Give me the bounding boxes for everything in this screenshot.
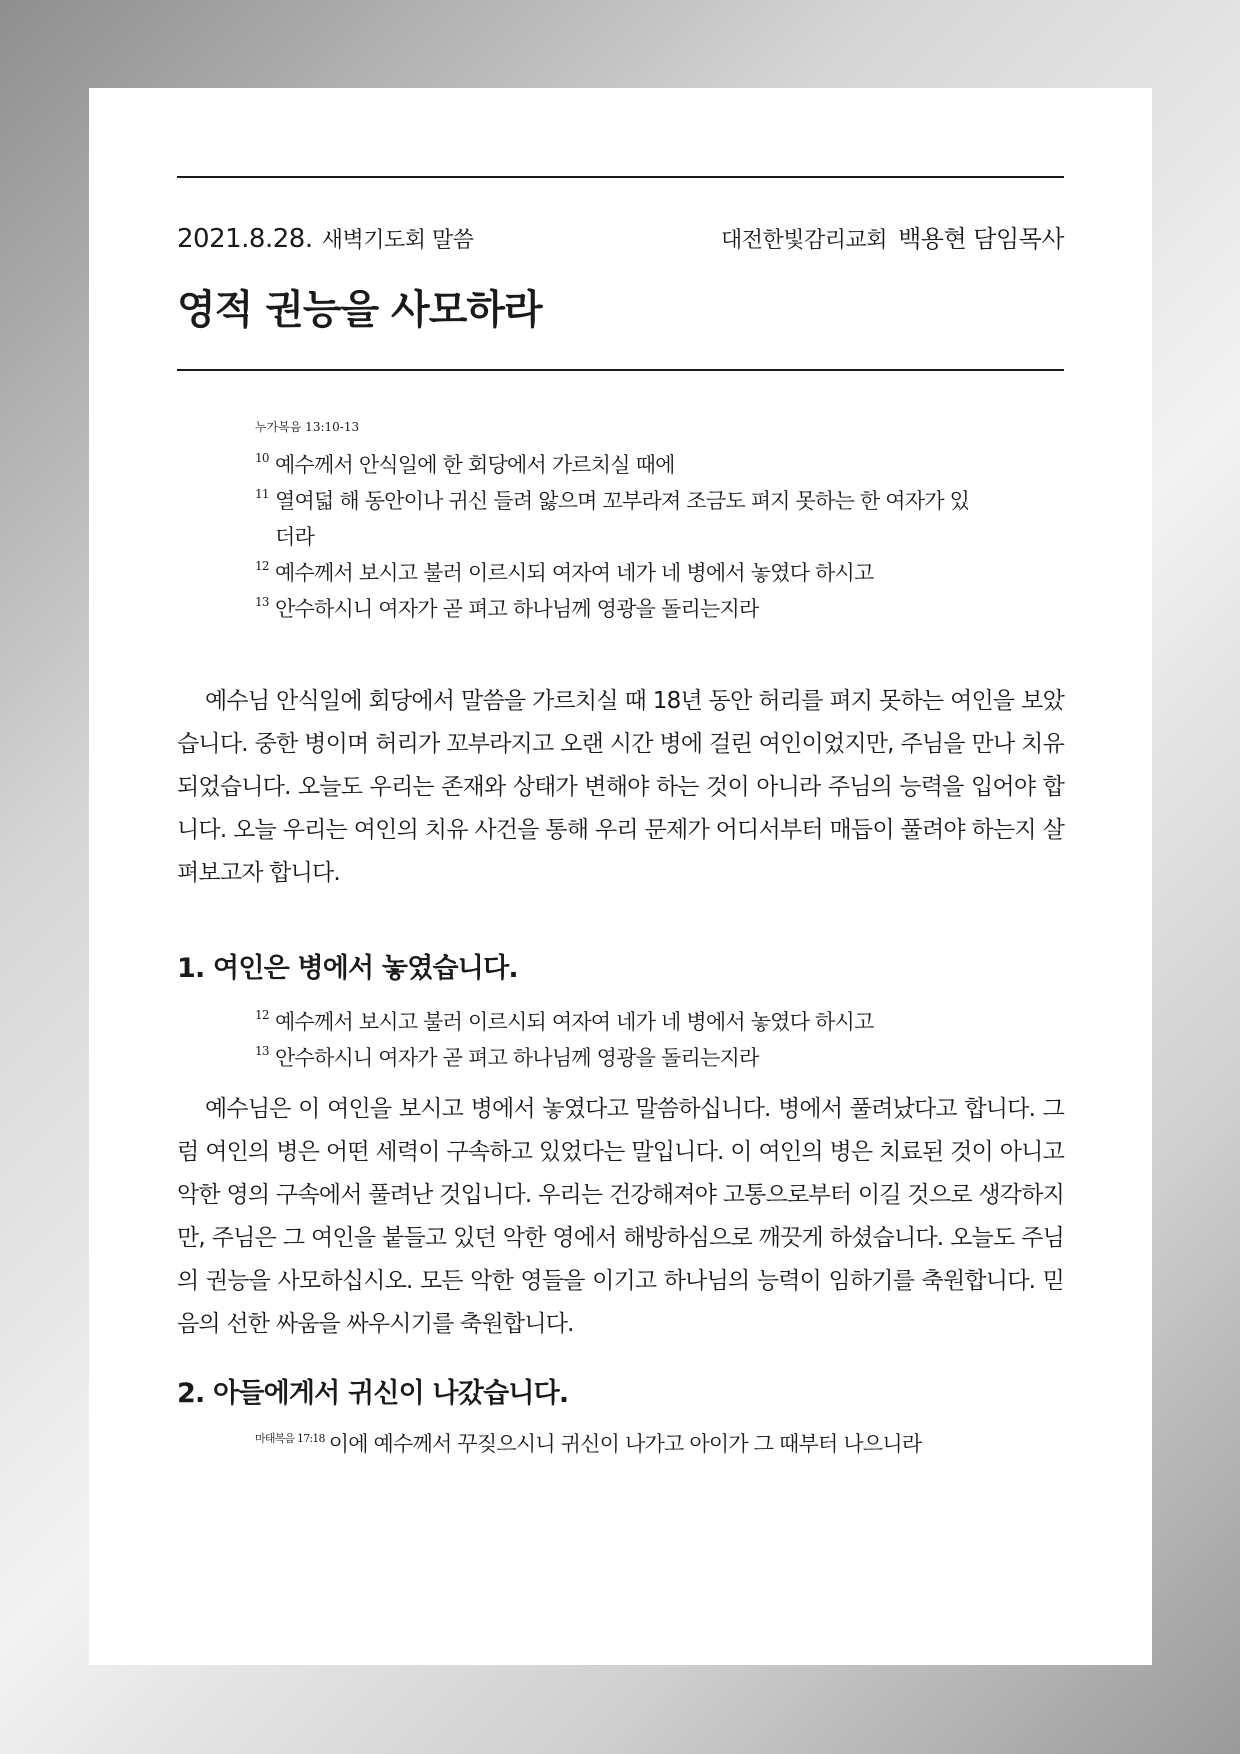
header-left	[177, 223, 473, 254]
sermon-title: 영적 권능을 사모하라	[177, 287, 542, 333]
scripture-verse	[255, 591, 975, 627]
verse-text: 예수께서 안식일에 한 회당에서 가르치실 때에	[275, 453, 675, 477]
verse-text: 열여덟 해 동안이나 귀신 들려 앓으며 꼬부라져 조금도 펴지 못하는 한 여자가 있더라	[275, 489, 970, 549]
section-body: 예수님은 이 여인을 보시고 병에서 놓였다고 말씀하십니다. 병에서 풀려났다고 합니다. 그럼 여인의 병은 어떤 세력이 구속하고 있었다는 말입니다. 이 여인의 병은 치료된 것이 아니고 악한 영의 구속에서 풀려난 것입니다. 우리는 건강해져야 고통으로부터 이길 것으로 생각하지만, 주님은 그 여인을 붙들고 있던 악한 영에서 해방하심으로 깨끗게 하셨습니다. 오늘도 주님의 권능을 사모하십시오. 모든 악한 영들을 이기고 하나님의 능력이 임하기를 축원합니다. 믿음의 선한 싸움을 싸우시기를 축원합니다.	[177, 1096, 1064, 1337]
verse-text: 예수께서 보시고 불러 이르시되 여자여 네가 네 병에서 놓였다 하시고	[275, 561, 874, 585]
verse-number: 12	[255, 559, 269, 573]
verse-text: 안수하시니 여자가 곧 펴고 하나님께 영광을 돌리는지라	[275, 1046, 759, 1070]
verse-number: 11	[255, 487, 269, 501]
verse-number: 13	[255, 595, 269, 609]
verse-text: 이에 예수께서 꾸짖으시니 귀신이 나가고 아이가 그 때부터 나으니라	[328, 1432, 922, 1456]
scripture-verse	[255, 447, 975, 483]
scripture-reference: 누가복음 13:10-13	[255, 420, 360, 434]
verse-text: 안수하시니 여자가 곧 펴고 하나님께 영광을 돌리는지라	[275, 597, 759, 621]
document-page	[89, 88, 1152, 1665]
verse-reference: 마태복음 17:18	[255, 1432, 325, 1445]
section-scripture-block	[255, 1004, 975, 1076]
intro-paragraph: 예수님 안식일에 회당에서 말씀을 가르치실 때 18년 동안 허리를 펴지 못하는 여인을 보았습니다. 중한 병이며 허리가 꼬부라지고 오랜 시간 병에 걸린 여인이었지만, 주님을 만나 치유되었습니다. 오늘도 우리는 존재와 상태가 변해야 하는 것이 아니라 주님의 능력을 입어야 합니다. 오늘 우리는 여인의 치유 사건을 통해 우리 문제가 어디서부터 매듭이 풀려야 하는지 살펴보고자 합니다.	[177, 688, 1064, 886]
scripture-verse	[255, 555, 975, 591]
scripture-block	[255, 418, 975, 627]
document-header	[177, 219, 1064, 254]
scripture-verse	[255, 1040, 975, 1076]
scripture-verse	[255, 483, 975, 555]
church-name: 대전한빛감리교회	[720, 228, 887, 253]
scripture-verse	[255, 1004, 975, 1040]
section-heading: 2. 아들에게서 귀신이 나갔습니다.	[177, 1378, 569, 1409]
verse-text: 예수께서 보시고 불러 이르시되 여자여 네가 네 병에서 놓였다 하시고	[275, 1010, 874, 1034]
section-inline-verse	[255, 1428, 1055, 1458]
top-divider	[177, 176, 1064, 178]
sermon-date: 2021.8.28.	[177, 224, 313, 254]
pastor-name: 백용현 담임목사	[898, 225, 1064, 253]
verse-number: 13	[255, 1044, 269, 1058]
verse-number: 12	[255, 1008, 269, 1022]
service-name: 새벽기도회 말씀	[321, 228, 474, 253]
section-heading: 1. 여인은 병에서 놓였습니다.	[177, 953, 518, 984]
title-divider	[177, 369, 1064, 371]
verse-number: 10	[255, 451, 269, 465]
header-right	[721, 219, 1064, 254]
